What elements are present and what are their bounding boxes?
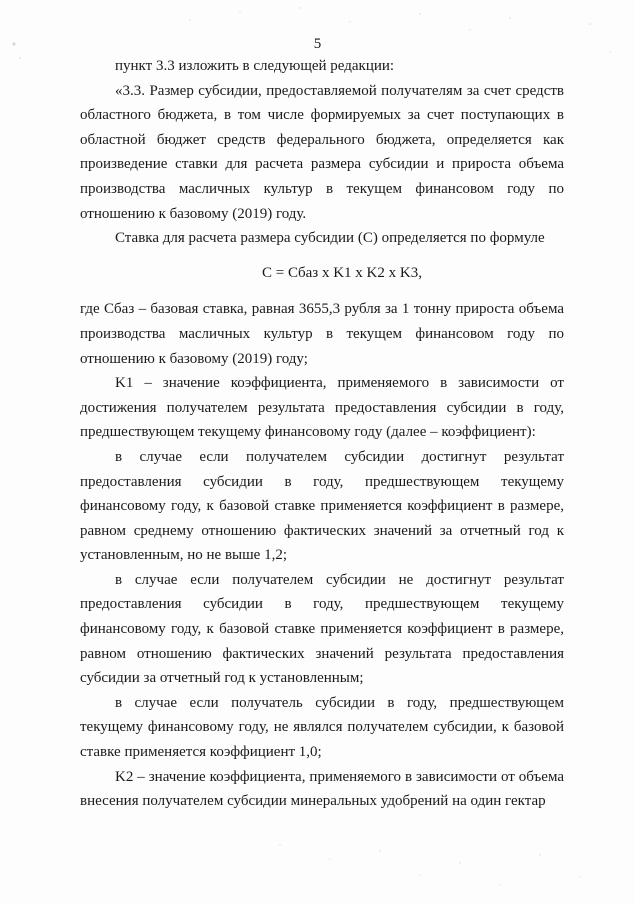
paragraph-k1-not-recipient: в случае если получатель субсидии в году, предшествующем текущему финансовому году, не являлся получателем субсидии, к базовой ставке применяется коэффициент 1,0; — [80, 694, 564, 761]
paragraph-intro: пункт 3.3 изложить в следующей редакции: — [115, 58, 395, 74]
page-number: 5 — [313, 36, 322, 52]
document-body — [80, 54, 564, 814]
paragraph-k2-definition: K2 – значение коэффициента, применяемого в зависимости от объема внесения получателем субсидии минеральных удобрений на один гектар — [80, 768, 564, 810]
paragraph-subsidy-size: «3.3. Размер субсидии, предоставляемой получателям за счет средств областного бюджета, в том числе формируемых за счет поступающих в областной бюджет средств федерального бюджета, определяется как произведение ставки для расчета размера субсидии и прироста объема производства масличных культур в текущем финансовом году по отношению к базовому (2019) году. — [80, 82, 564, 222]
paragraph-rate-definition: Ставка для расчета размера субсидии (С) определяется по формуле — [115, 230, 545, 247]
formula: С = Cбаз х K1 х K2 х K3, — [262, 264, 422, 281]
paragraph-k1-achieved: в случае если получателем субсидии достигнут результат предоставления субсидии в году, предшествующем текущему финансовому году, к базовой ставке применяется коэффициент в размере, равном среднему отношению фактических значений за отчетный год к установленным, но не выше 1,2; — [80, 448, 564, 564]
paragraph-base-rate: где Cбаз – базовая ставка, равная 3655,3 рубля за 1 тонну прироста объема производства масличных культур в текущем финансовом году по отношению к базовому (2019) году; — [80, 301, 564, 367]
paragraph-k1-definition: K1 – значение коэффициента, применяемого в зависимости от достижения получателем результата предоставления субсидии в году, предшествующем текущему финансовому году (далее – коэффициент): — [80, 375, 564, 441]
paragraph-k1-not-achieved: в случае если получателем субсидии не достигнут результат предоставления субсидии в году, предшествующем текущему финансовому году, к базовой ставке применяется коэффициент в размере, равном отношению фактических значений результата предоставления субсидии за отчетный год к установленным; — [80, 571, 564, 687]
scan-noise-bottom — [0, 825, 635, 905]
